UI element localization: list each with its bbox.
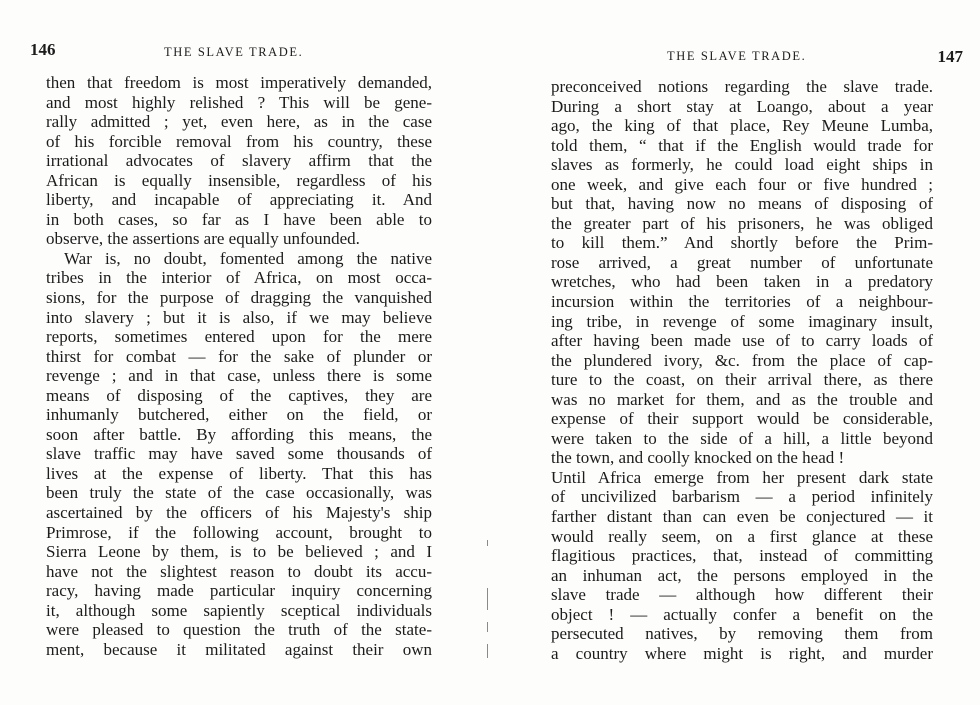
- text-line: Until Africa emerge from her present dark state: [551, 467, 933, 487]
- text-line: Primrose, if the following account, brought to: [46, 522, 432, 542]
- text-line: farther distant than can even be conjectured — it: [551, 507, 933, 527]
- text-line: object ! — actually confer a benefit on the: [551, 604, 933, 624]
- left-page-header: [30, 40, 450, 62]
- text-line: expense of their support would be considerable,: [551, 409, 933, 429]
- text-line: in both cases, so far as I have been able to: [46, 209, 432, 229]
- text-line: During a short stay at Loango, about a year: [551, 96, 933, 116]
- right-page-body: [551, 77, 933, 663]
- text-line: Sierra Leone by them, is to be believed ; and I: [46, 542, 432, 562]
- text-line: sions, for the purpose of dragging the vanquished: [46, 288, 432, 308]
- text-line: one week, and give each four or five hundred ;: [551, 174, 933, 194]
- text-line: slaves as formerly, he could load eight ships in: [551, 155, 933, 175]
- right-page-header: [550, 40, 965, 66]
- text-line: told them, “ that if the English would trade for: [551, 135, 933, 155]
- text-line: rose arrived, a great number of unfortunate: [551, 252, 933, 272]
- right-running-head: THE SLAVE TRADE.: [667, 49, 807, 63]
- text-line: irrational advocates of slavery affirm that the: [46, 151, 432, 171]
- text-line: an inhuman act, the persons employed in the: [551, 565, 933, 585]
- text-line: after having been made use of to carry loads of: [551, 331, 933, 351]
- text-line: tribes in the interior of Africa, on most occa-: [46, 268, 432, 288]
- text-line: ture to the coast, on their arrival there, as there: [551, 370, 933, 390]
- left-page: [0, 0, 487, 705]
- left-running-head: THE SLAVE TRADE.: [164, 45, 304, 59]
- text-line: thirst for combat — for the sake of plunder or: [46, 346, 432, 366]
- text-line: racy, having made particular inquiry concerning: [46, 581, 432, 601]
- text-line: liberty, and incapable of appreciating it. And: [46, 190, 432, 210]
- text-line: the town, and coolly knocked on the head !: [551, 448, 845, 468]
- text-line: incursion within the territories of a neighbour-: [551, 292, 933, 312]
- text-line: soon after battle. By affording this means, the: [46, 424, 432, 444]
- text-line: rally admitted ; yet, even here, as in the case: [46, 112, 432, 132]
- right-page-number: 147: [937, 47, 963, 66]
- text-line: then that freedom is most imperatively demanded,: [46, 73, 432, 92]
- text-line: the plundered ivory, &c. from the place of cap-: [551, 350, 933, 370]
- text-line: African is equally insensible, regardless of his: [46, 170, 432, 190]
- text-line: of uncivilized barbarism — a period infinitely: [551, 487, 933, 507]
- text-line: ago, the king of that place, Rey Meune Lumba,: [551, 116, 933, 136]
- text-line: ascertained by the officers of his Majesty's ship: [46, 503, 432, 523]
- left-page-number: 146: [30, 40, 56, 59]
- text-line: revenge ; and in that case, unless there is some: [46, 366, 432, 386]
- text-line: War is, no doubt, fomented among the native: [64, 248, 432, 268]
- right-page: [490, 0, 980, 705]
- text-line: means of disposing of the captives, they are: [46, 385, 432, 405]
- text-line: have not the slightest reason to doubt its accu-: [46, 561, 432, 581]
- text-line: would really seem, on a first glance at these: [551, 526, 933, 546]
- page-gutter: [487, 540, 489, 660]
- text-line: slave trade — although how different their: [551, 585, 933, 605]
- text-line: reports, sometimes entered upon for the mere: [46, 327, 432, 347]
- text-line: inhumanly butchered, either on the field, or: [46, 405, 432, 425]
- text-line: the greater part of his prisoners, he was obliged: [551, 213, 933, 233]
- text-line: preconceived notions regarding the slave trade.: [551, 77, 933, 96]
- text-line: wretches, who had been taken in a predatory: [551, 272, 933, 292]
- text-line: were pleased to question the truth of the state-: [46, 620, 432, 640]
- text-line: ing tribe, in revenge of some imaginary insult,: [551, 311, 933, 331]
- text-line: of his forcible removal from his country, these: [46, 131, 432, 151]
- text-line: persecuted natives, by removing them from: [551, 624, 933, 644]
- text-line: and most highly relished ? This will be gene-: [46, 92, 432, 112]
- text-line: a country where might is right, and murder: [551, 643, 933, 663]
- text-line: observe, the assertions are equally unfounded.: [46, 229, 360, 249]
- text-line: were taken to the side of a hill, a little beyond: [551, 428, 933, 448]
- text-line: was no market for them, and as the trouble and: [551, 389, 933, 409]
- text-line: been truly the state of the case occasionally, was: [46, 483, 432, 503]
- text-line: ment, because it militated against their own: [46, 639, 432, 659]
- left-page-body: [46, 73, 432, 659]
- text-line: slave traffic may have saved some thousands of: [46, 444, 432, 464]
- text-line: lives at the expense of liberty. That this has: [46, 463, 432, 483]
- text-line: it, although some sapiently sceptical individuals: [46, 600, 432, 620]
- text-line: to kill them.” And shortly before the Prim-: [551, 233, 933, 253]
- text-line: but that, having now no means of disposing of: [551, 194, 933, 214]
- text-line: flagitious practices, that, instead of committing: [551, 546, 933, 566]
- text-line: into slavery ; but it is also, if we may believe: [46, 307, 432, 327]
